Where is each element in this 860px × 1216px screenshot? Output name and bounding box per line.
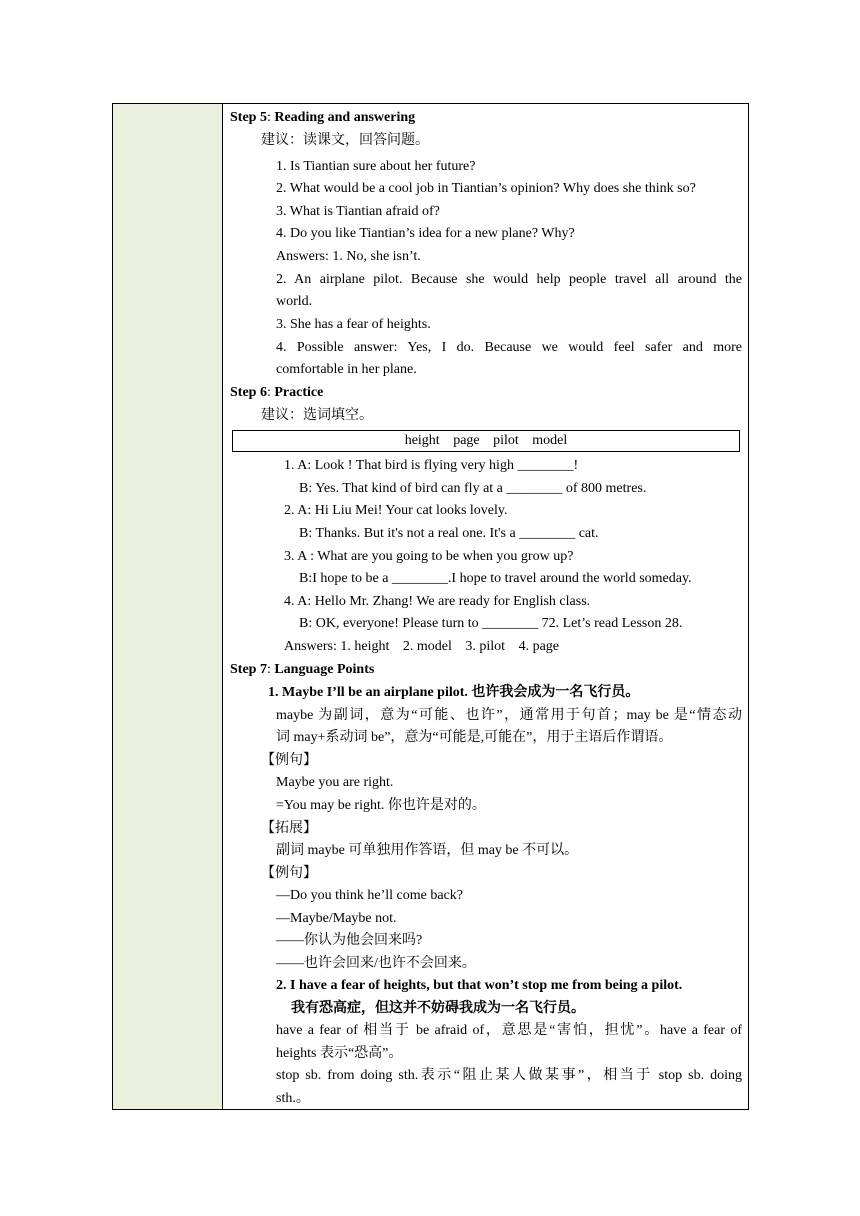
point2-line3: stop sb. from doing sth.表示“阻止某人做某事”，相当于 stop sb. doing xyxy=(276,1068,742,1083)
question-4: 4. Do you like Tiantian’s idea for a new plane? Why? xyxy=(276,226,575,241)
lesson-table xyxy=(112,103,749,1110)
left-column xyxy=(113,104,223,1109)
word-model: model xyxy=(532,433,568,448)
word-pilot: pilot xyxy=(493,433,519,448)
practice-answers: Answers: 1. height 2. model 3. pilot 4. page xyxy=(284,639,559,654)
content-column xyxy=(223,104,748,1109)
point1-line2: 词 may+系动词 be”，意为“可能是,可能在”，用于主语后作谓语。 xyxy=(276,730,673,745)
example1-line2: =You may be right. 你也许是对的。 xyxy=(276,798,486,813)
example1-line1: Maybe you are right. xyxy=(276,775,394,790)
answer-4-cont: comfortable in her plane. xyxy=(276,362,417,377)
answer-2: 2. An airplane pilot. Because she would help people travel all around the xyxy=(276,272,742,287)
question-1: 1. Is Tiantian sure about her future? xyxy=(276,159,476,174)
step7-heading: Step 7: Language Points xyxy=(230,662,375,677)
answer-4: 4. Possible answer: Yes, I do. Because we would feel safer and more xyxy=(276,340,742,355)
example2-line2: —Maybe/Maybe not. xyxy=(276,911,397,926)
example2-line3: ——你认为他会回来吗? xyxy=(276,933,423,948)
step5-suggestion: 建议：读课文，回答问题。 xyxy=(261,133,429,148)
practice-2b: B: Thanks. But it's not a real one. It's a ________ cat. xyxy=(299,526,599,541)
step6-suggestion: 建议：选词填空。 xyxy=(261,408,373,423)
step6-heading: Step 6: Practice xyxy=(230,385,324,400)
word-bank xyxy=(232,430,740,452)
point1-line1: maybe 为副词，意为“可能、也许”，通常用于句首；may be 是“情态动 xyxy=(276,708,742,723)
answer-3: 3. She has a fear of heights. xyxy=(276,317,431,332)
word-height: height xyxy=(404,433,440,448)
question-2: 2. What would be a cool job in Tiantian’s opinion? Why does she think so? xyxy=(276,181,696,196)
extend-text: 副词 maybe 可单独用作答语，但 may be 不可以。 xyxy=(276,843,579,858)
practice-3a: 3. A : What are you going to be when you grow up? xyxy=(284,549,574,564)
point2-line1: have a fear of 相当于 be afraid of，意思是“害怕，担忧”。have a fear of xyxy=(276,1023,742,1038)
point2-title: 2. I have a fear of heights, but that won’t stop me from being a pilot. xyxy=(276,978,683,993)
practice-2a: 2. A: Hi Liu Mei! Your cat looks lovely. xyxy=(284,503,508,518)
question-3: 3. What is Tiantian afraid of? xyxy=(276,204,440,219)
practice-3b: B:I hope to be a ________.I hope to travel around the world someday. xyxy=(299,571,692,586)
example2-line1: —Do you think he’ll come back? xyxy=(276,888,464,903)
point2-translation: 我有恐高症，但这并不妨碍我成为一名飞行员。 xyxy=(291,1001,585,1016)
word-page: page xyxy=(453,433,480,448)
example2-line4: ——也许会回来/也许不会回来。 xyxy=(276,956,476,971)
example-tag-1: 【例句】 xyxy=(261,753,317,768)
practice-1a: 1. A: Look ! That bird is flying very high ________! xyxy=(284,458,579,473)
point1-title: 1. Maybe I’ll be an airplane pilot. 也许我会成为一名飞行员。 xyxy=(268,685,640,700)
answer-2-cont: world. xyxy=(276,294,313,309)
point2-line2: heights 表示“恐高”。 xyxy=(276,1046,403,1061)
practice-4a: 4. A: Hello Mr. Zhang! We are ready for English class. xyxy=(284,594,591,609)
practice-4b: B: OK, everyone! Please turn to ________ 72. Let’s read Lesson 28. xyxy=(299,616,683,631)
answer-1: Answers: 1. No, she isn’t. xyxy=(276,249,421,264)
step5-heading: Step 5: Reading and answering xyxy=(230,110,416,125)
point2-line4: sth.。 xyxy=(276,1091,310,1106)
example-tag-2: 【例句】 xyxy=(261,866,317,881)
extend-tag: 【拓展】 xyxy=(261,821,317,836)
practice-1b: B: Yes. That kind of bird can fly at a ________ of 800 metres. xyxy=(299,481,647,496)
